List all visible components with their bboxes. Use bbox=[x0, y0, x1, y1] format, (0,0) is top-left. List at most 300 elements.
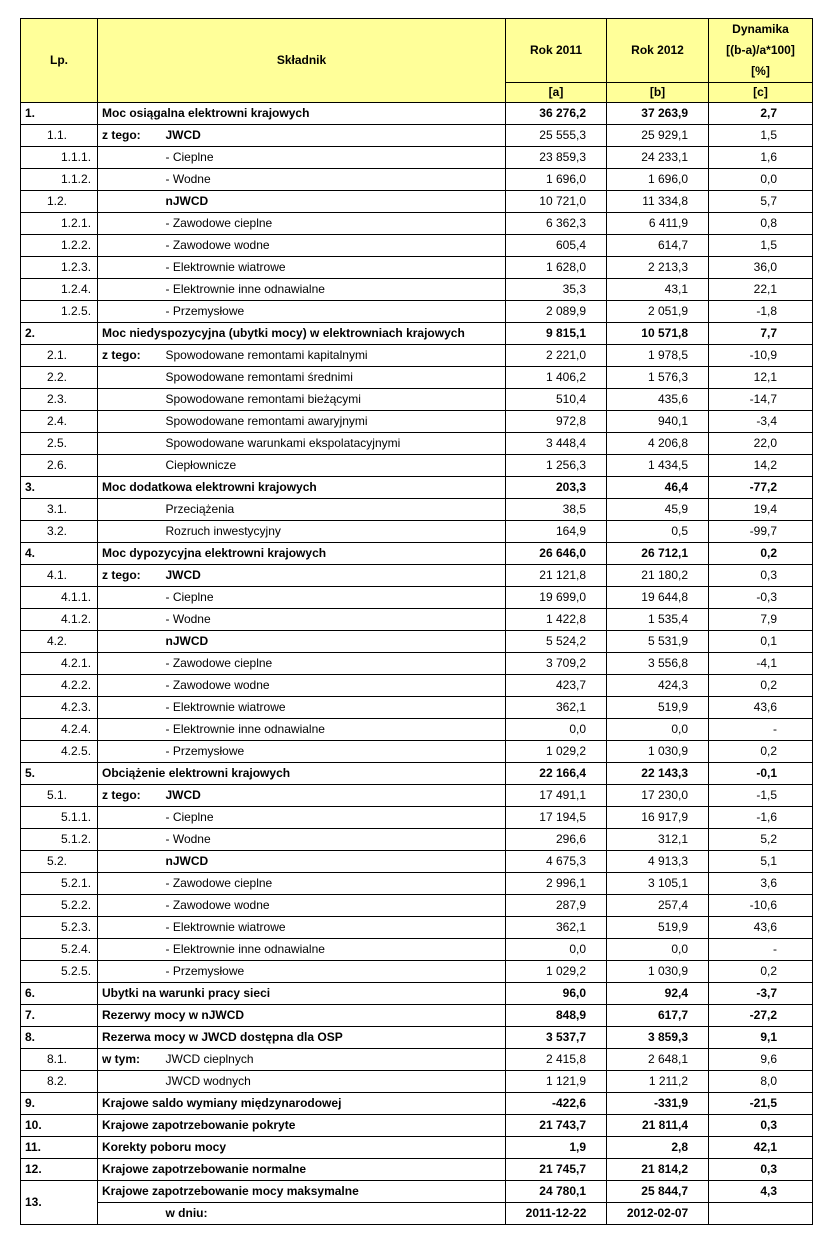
row-prefix bbox=[98, 675, 162, 697]
table-row bbox=[21, 917, 813, 939]
row-value-2012: 617,7 bbox=[607, 1005, 709, 1027]
row-dynamika: -99,7 bbox=[709, 521, 813, 543]
table-row bbox=[21, 235, 813, 257]
row-prefix bbox=[98, 939, 162, 961]
row-prefix bbox=[98, 697, 162, 719]
row-dynamika: 0,0 bbox=[709, 169, 813, 191]
row-dynamika: 0,2 bbox=[709, 741, 813, 763]
table-row bbox=[21, 455, 813, 477]
row-lp: 4.1. bbox=[21, 565, 98, 587]
row-value-2012: 5 531,9 bbox=[607, 631, 709, 653]
row-dynamika: -14,7 bbox=[709, 389, 813, 411]
row-lp: 4.2.1. bbox=[21, 653, 98, 675]
power-balance-table bbox=[20, 18, 813, 1225]
row-value-2012: 21 180,2 bbox=[607, 565, 709, 587]
row-value-2011: 22 166,4 bbox=[506, 763, 607, 785]
row-value-2012: 0,0 bbox=[607, 939, 709, 961]
row-prefix bbox=[98, 631, 162, 653]
row-value-2012: 21 814,2 bbox=[607, 1159, 709, 1181]
row-label: - Zawodowe cieplne bbox=[162, 653, 506, 675]
table-row bbox=[21, 257, 813, 279]
row-dynamika: 12,1 bbox=[709, 367, 813, 389]
row-value-2012: 3 105,1 bbox=[607, 873, 709, 895]
row-value-2011: 9 815,1 bbox=[506, 323, 607, 345]
row-value-2011: 2 996,1 bbox=[506, 873, 607, 895]
table-row bbox=[21, 323, 813, 345]
row-label: - Zawodowe wodne bbox=[162, 895, 506, 917]
row-lp: 4.2. bbox=[21, 631, 98, 653]
row-label: Obciążenie elektrowni krajowych bbox=[98, 763, 506, 785]
row-dynamika: 22,0 bbox=[709, 433, 813, 455]
row-value-2012: 424,3 bbox=[607, 675, 709, 697]
table-row bbox=[21, 367, 813, 389]
row-lp: 5.2.5. bbox=[21, 961, 98, 983]
row-value-2012: -331,9 bbox=[607, 1093, 709, 1115]
row-lp: 8.1. bbox=[21, 1049, 98, 1071]
row-lp: 1.1.2. bbox=[21, 169, 98, 191]
row-date-blank bbox=[98, 1203, 162, 1225]
row-label: Moc niedyspozycyjna (ubytki mocy) w elektrowniach krajowych bbox=[98, 323, 506, 345]
row-lp: 12. bbox=[21, 1159, 98, 1181]
row-lp: 4.1.1. bbox=[21, 587, 98, 609]
row-value-2011: 21 745,7 bbox=[506, 1159, 607, 1181]
table-row bbox=[21, 169, 813, 191]
row-prefix bbox=[98, 257, 162, 279]
header-rok-2012: Rok 2012 bbox=[607, 19, 709, 83]
row-dynamika: -0,1 bbox=[709, 763, 813, 785]
row-lp: 3.1. bbox=[21, 499, 98, 521]
row-prefix bbox=[98, 191, 162, 213]
header-col-b: [b] bbox=[607, 83, 709, 103]
row-value-2011: 6 362,3 bbox=[506, 213, 607, 235]
row-value-2012: 940,1 bbox=[607, 411, 709, 433]
row-label: Krajowe zapotrzebowanie pokryte bbox=[98, 1115, 506, 1137]
header-col-c: [c] bbox=[709, 83, 813, 103]
row-value-2012: 257,4 bbox=[607, 895, 709, 917]
row-value-2012: 16 917,9 bbox=[607, 807, 709, 829]
row-value-2011: 96,0 bbox=[506, 983, 607, 1005]
row-lp: 8. bbox=[21, 1027, 98, 1049]
row-dynamika: 0,3 bbox=[709, 565, 813, 587]
row-value-2012: 1 696,0 bbox=[607, 169, 709, 191]
row-label: JWCD wodnych bbox=[162, 1071, 506, 1093]
row-value-2012: 46,4 bbox=[607, 477, 709, 499]
row-lp: 1. bbox=[21, 103, 98, 125]
row-lp: 9. bbox=[21, 1093, 98, 1115]
row-prefix bbox=[98, 873, 162, 895]
row-lp: 2.4. bbox=[21, 411, 98, 433]
row-dynamika: 0,3 bbox=[709, 1115, 813, 1137]
row-dynamika: 0,3 bbox=[709, 1159, 813, 1181]
row-prefix bbox=[98, 653, 162, 675]
row-lp: 2.5. bbox=[21, 433, 98, 455]
row-value-2011: 4 675,3 bbox=[506, 851, 607, 873]
row-prefix bbox=[98, 741, 162, 763]
row-label: - Cieplne bbox=[162, 147, 506, 169]
row-value-2011: 2 221,0 bbox=[506, 345, 607, 367]
table-row bbox=[21, 939, 813, 961]
row-value-2011: 203,3 bbox=[506, 477, 607, 499]
row-value-2011: 510,4 bbox=[506, 389, 607, 411]
row-dynamika: 1,6 bbox=[709, 147, 813, 169]
row-value-2011: 21 743,7 bbox=[506, 1115, 607, 1137]
row-lp: 7. bbox=[21, 1005, 98, 1027]
row-value-2012: 1 030,9 bbox=[607, 741, 709, 763]
row-value-2011: 38,5 bbox=[506, 499, 607, 521]
row-dynamika: - bbox=[709, 939, 813, 961]
row-value-2012: 92,4 bbox=[607, 983, 709, 1005]
row-prefix bbox=[98, 301, 162, 323]
row-value-2012: 2 051,9 bbox=[607, 301, 709, 323]
row-value-2011: 25 555,3 bbox=[506, 125, 607, 147]
row-value-2011: 1 029,2 bbox=[506, 961, 607, 983]
table-row bbox=[21, 213, 813, 235]
table-row bbox=[21, 521, 813, 543]
row-prefix bbox=[98, 807, 162, 829]
table-row bbox=[21, 1071, 813, 1093]
row-dynamika: -4,1 bbox=[709, 653, 813, 675]
row-label: Ubytki na warunki pracy sieci bbox=[98, 983, 506, 1005]
row-value-2011: 0,0 bbox=[506, 939, 607, 961]
table-row bbox=[21, 675, 813, 697]
row-label: - Przemysłowe bbox=[162, 741, 506, 763]
row-value-2011: 21 121,8 bbox=[506, 565, 607, 587]
row-label: - Elektrownie inne odnawialne bbox=[162, 939, 506, 961]
row-value-2011: 1 121,9 bbox=[506, 1071, 607, 1093]
table-row bbox=[21, 829, 813, 851]
row-label: Moc dodatkowa elektrowni krajowych bbox=[98, 477, 506, 499]
row-dynamika: 9,1 bbox=[709, 1027, 813, 1049]
row-label: - Zawodowe wodne bbox=[162, 235, 506, 257]
row-prefix bbox=[98, 851, 162, 873]
row-value-2011: 17 491,1 bbox=[506, 785, 607, 807]
row-prefix: z tego: bbox=[98, 125, 162, 147]
row-value-2012: 0,0 bbox=[607, 719, 709, 741]
row-lp: 5.2.3. bbox=[21, 917, 98, 939]
row-lp: 1.2. bbox=[21, 191, 98, 213]
row-value-2012: 3 556,8 bbox=[607, 653, 709, 675]
table-row bbox=[21, 147, 813, 169]
row-value-2011: 848,9 bbox=[506, 1005, 607, 1027]
row-prefix bbox=[98, 389, 162, 411]
table-row bbox=[21, 279, 813, 301]
row-value-2012: 22 143,3 bbox=[607, 763, 709, 785]
row-date-dynamika-blank bbox=[709, 1203, 813, 1225]
row-dynamika: 14,2 bbox=[709, 455, 813, 477]
table-row bbox=[21, 873, 813, 895]
row-prefix bbox=[98, 433, 162, 455]
row-prefix: z tego: bbox=[98, 565, 162, 587]
row-label: Spowodowane remontami awaryjnymi bbox=[162, 411, 506, 433]
row-value-2011: 19 699,0 bbox=[506, 587, 607, 609]
table-row bbox=[21, 103, 813, 125]
row-date-2012: 2012-02-07 bbox=[607, 1203, 709, 1225]
row-value-2012: 2 213,3 bbox=[607, 257, 709, 279]
row-lp: 1.2.2. bbox=[21, 235, 98, 257]
row-value-2012: 1 434,5 bbox=[607, 455, 709, 477]
table-row bbox=[21, 653, 813, 675]
row-dynamika: 0,2 bbox=[709, 961, 813, 983]
table-row bbox=[21, 411, 813, 433]
table-row bbox=[21, 631, 813, 653]
table-row bbox=[21, 1159, 813, 1181]
row-value-2012: 1 978,5 bbox=[607, 345, 709, 367]
row-dynamika: 9,6 bbox=[709, 1049, 813, 1071]
header-rok-2011: Rok 2011 bbox=[506, 19, 607, 83]
row-value-2012: 2,8 bbox=[607, 1137, 709, 1159]
row-label: - Cieplne bbox=[162, 807, 506, 829]
table-row bbox=[21, 741, 813, 763]
row-label: Krajowe zapotrzebowanie mocy maksymalne bbox=[98, 1181, 506, 1203]
table-row bbox=[21, 851, 813, 873]
table-row bbox=[21, 433, 813, 455]
row-label: - Elektrownie wiatrowe bbox=[162, 697, 506, 719]
row-lp: 1.1.1. bbox=[21, 147, 98, 169]
row-dynamika: - bbox=[709, 719, 813, 741]
row-dynamika: -27,2 bbox=[709, 1005, 813, 1027]
row-label: - Przemysłowe bbox=[162, 961, 506, 983]
row-label: - Elektrownie inne odnawialne bbox=[162, 279, 506, 301]
header-skladnik: Składnik bbox=[98, 19, 506, 103]
header-dynamika-line2: [(b-a)/a*100] bbox=[726, 43, 795, 57]
row-lp: 2.1. bbox=[21, 345, 98, 367]
row-value-2011: -422,6 bbox=[506, 1093, 607, 1115]
row-prefix bbox=[98, 367, 162, 389]
row-date-2011: 2011-12-22 bbox=[506, 1203, 607, 1225]
row-lp: 5.2.2. bbox=[21, 895, 98, 917]
row-label: - Elektrownie inne odnawialne bbox=[162, 719, 506, 741]
table-row bbox=[21, 477, 813, 499]
row-value-2012: 1 535,4 bbox=[607, 609, 709, 631]
row-label: Przeciążenia bbox=[162, 499, 506, 521]
row-lp: 4.2.2. bbox=[21, 675, 98, 697]
table-row bbox=[21, 565, 813, 587]
table-row bbox=[21, 301, 813, 323]
header-dynamika-line3: [%] bbox=[751, 64, 770, 78]
row-dynamika: -0,3 bbox=[709, 587, 813, 609]
table-row bbox=[21, 191, 813, 213]
table-row bbox=[21, 1115, 813, 1137]
row-prefix bbox=[98, 235, 162, 257]
row-prefix bbox=[98, 1071, 162, 1093]
row-label: - Wodne bbox=[162, 169, 506, 191]
table-row bbox=[21, 697, 813, 719]
table-row bbox=[21, 499, 813, 521]
row-label: Moc osiągalna elektrowni krajowych bbox=[98, 103, 506, 125]
row-prefix bbox=[98, 499, 162, 521]
row-value-2012: 312,1 bbox=[607, 829, 709, 851]
row-value-2011: 164,9 bbox=[506, 521, 607, 543]
row-value-2012: 0,5 bbox=[607, 521, 709, 543]
row-lp: 1.2.3. bbox=[21, 257, 98, 279]
row-prefix bbox=[98, 521, 162, 543]
row-lp: 4.2.5. bbox=[21, 741, 98, 763]
row-prefix bbox=[98, 411, 162, 433]
row-dynamika: -1,8 bbox=[709, 301, 813, 323]
table-row bbox=[21, 785, 813, 807]
row-dynamika: 7,9 bbox=[709, 609, 813, 631]
row-value-2012: 43,1 bbox=[607, 279, 709, 301]
row-value-2012: 3 859,3 bbox=[607, 1027, 709, 1049]
table-row bbox=[21, 719, 813, 741]
row-label: - Elektrownie wiatrowe bbox=[162, 917, 506, 939]
row-value-2011: 17 194,5 bbox=[506, 807, 607, 829]
row-dynamika: 5,1 bbox=[709, 851, 813, 873]
header-dynamika bbox=[709, 19, 813, 83]
row-value-2011: 24 780,1 bbox=[506, 1181, 607, 1203]
row-value-2012: 11 334,8 bbox=[607, 191, 709, 213]
row-value-2012: 26 712,1 bbox=[607, 543, 709, 565]
row-lp: 1.1. bbox=[21, 125, 98, 147]
row-dynamika: 43,6 bbox=[709, 917, 813, 939]
row-value-2011: 10 721,0 bbox=[506, 191, 607, 213]
row-value-2012: 4 206,8 bbox=[607, 433, 709, 455]
row-value-2012: 4 913,3 bbox=[607, 851, 709, 873]
row-label: JWCD bbox=[162, 785, 506, 807]
row-value-2012: 24 233,1 bbox=[607, 147, 709, 169]
row-value-2011: 26 646,0 bbox=[506, 543, 607, 565]
row-value-2012: 19 644,8 bbox=[607, 587, 709, 609]
row-dynamika: 42,1 bbox=[709, 1137, 813, 1159]
row-value-2012: 1 211,2 bbox=[607, 1071, 709, 1093]
row-lp: 11. bbox=[21, 1137, 98, 1159]
row-lp: 4.2.4. bbox=[21, 719, 98, 741]
row-label: Ciepłownicze bbox=[162, 455, 506, 477]
row-value-2011: 2 415,8 bbox=[506, 1049, 607, 1071]
row-value-2012: 17 230,0 bbox=[607, 785, 709, 807]
row-label: Krajowe saldo wymiany międzynarodowej bbox=[98, 1093, 506, 1115]
table-body bbox=[21, 103, 813, 1225]
row-value-2011: 423,7 bbox=[506, 675, 607, 697]
row-dynamika: 22,1 bbox=[709, 279, 813, 301]
row-prefix bbox=[98, 213, 162, 235]
row-value-2011: 605,4 bbox=[506, 235, 607, 257]
row-label: Spowodowane remontami bieżącymi bbox=[162, 389, 506, 411]
row-lp: 3.2. bbox=[21, 521, 98, 543]
row-value-2012: 37 263,9 bbox=[607, 103, 709, 125]
row-value-2012: 1 576,3 bbox=[607, 367, 709, 389]
row-prefix bbox=[98, 961, 162, 983]
row-dynamika: 8,0 bbox=[709, 1071, 813, 1093]
row-value-2011: 1 256,3 bbox=[506, 455, 607, 477]
table-row bbox=[21, 389, 813, 411]
row-value-2012: 519,9 bbox=[607, 697, 709, 719]
row-dynamika: 5,7 bbox=[709, 191, 813, 213]
row-value-2011: 1 628,0 bbox=[506, 257, 607, 279]
row-dynamika: -3,7 bbox=[709, 983, 813, 1005]
row-dynamika: -10,9 bbox=[709, 345, 813, 367]
table-row bbox=[21, 609, 813, 631]
row-value-2012: 1 030,9 bbox=[607, 961, 709, 983]
row-lp: 5.2.1. bbox=[21, 873, 98, 895]
row-value-2011: 1 422,8 bbox=[506, 609, 607, 631]
row-value-2011: 362,1 bbox=[506, 917, 607, 939]
row-lp: 1.2.4. bbox=[21, 279, 98, 301]
row-label: - Cieplne bbox=[162, 587, 506, 609]
row-label: Rezerwa mocy w JWCD dostępna dla OSP bbox=[98, 1027, 506, 1049]
row-label: - Zawodowe cieplne bbox=[162, 873, 506, 895]
row-prefix bbox=[98, 829, 162, 851]
row-lp: 2.6. bbox=[21, 455, 98, 477]
row-value-2012: 614,7 bbox=[607, 235, 709, 257]
row-value-2012: 519,9 bbox=[607, 917, 709, 939]
row-value-2011: 1 029,2 bbox=[506, 741, 607, 763]
table-row bbox=[21, 345, 813, 367]
row-date-label: w dniu: bbox=[162, 1203, 506, 1225]
row-dynamika: -10,6 bbox=[709, 895, 813, 917]
row-value-2011: 296,6 bbox=[506, 829, 607, 851]
table-row bbox=[21, 1181, 813, 1203]
row-value-2011: 972,8 bbox=[506, 411, 607, 433]
row-dynamika: 5,2 bbox=[709, 829, 813, 851]
row-value-2011: 1,9 bbox=[506, 1137, 607, 1159]
row-value-2011: 5 524,2 bbox=[506, 631, 607, 653]
row-dynamika: 1,5 bbox=[709, 125, 813, 147]
row-lp: 3. bbox=[21, 477, 98, 499]
row-lp: 1.2.5. bbox=[21, 301, 98, 323]
table-row bbox=[21, 125, 813, 147]
row-dynamika: -1,6 bbox=[709, 807, 813, 829]
table-row bbox=[21, 983, 813, 1005]
header-dynamika-line1: Dynamika bbox=[732, 22, 789, 36]
table-row-date bbox=[21, 1203, 813, 1225]
row-value-2012: 25 844,7 bbox=[607, 1181, 709, 1203]
row-value-2011: 3 448,4 bbox=[506, 433, 607, 455]
row-prefix bbox=[98, 609, 162, 631]
row-dynamika: -1,5 bbox=[709, 785, 813, 807]
row-value-2012: 21 811,4 bbox=[607, 1115, 709, 1137]
row-label: nJWCD bbox=[162, 851, 506, 873]
table-row bbox=[21, 543, 813, 565]
row-lp: 4.1.2. bbox=[21, 609, 98, 631]
row-dynamika: -77,2 bbox=[709, 477, 813, 499]
row-value-2011: 35,3 bbox=[506, 279, 607, 301]
row-dynamika: 7,7 bbox=[709, 323, 813, 345]
row-prefix bbox=[98, 279, 162, 301]
row-value-2011: 23 859,3 bbox=[506, 147, 607, 169]
table-row bbox=[21, 807, 813, 829]
row-dynamika: 36,0 bbox=[709, 257, 813, 279]
row-lp: 5.1.2. bbox=[21, 829, 98, 851]
table-row bbox=[21, 1137, 813, 1159]
row-label: Spowodowane warunkami ekspolatacyjnymi bbox=[162, 433, 506, 455]
row-dynamika: 0,2 bbox=[709, 543, 813, 565]
row-label: - Wodne bbox=[162, 829, 506, 851]
row-lp: 5.2.4. bbox=[21, 939, 98, 961]
row-label: Spowodowane remontami kapitalnymi bbox=[162, 345, 506, 367]
row-lp: 1.2.1. bbox=[21, 213, 98, 235]
row-prefix bbox=[98, 587, 162, 609]
row-dynamika: 0,1 bbox=[709, 631, 813, 653]
row-dynamika: 2,7 bbox=[709, 103, 813, 125]
row-dynamika: 3,6 bbox=[709, 873, 813, 895]
row-prefix bbox=[98, 719, 162, 741]
row-lp: 4. bbox=[21, 543, 98, 565]
row-value-2011: 1 406,2 bbox=[506, 367, 607, 389]
header-lp: Lp. bbox=[21, 19, 98, 103]
row-label: - Przemysłowe bbox=[162, 301, 506, 323]
row-value-2011: 1 696,0 bbox=[506, 169, 607, 191]
table-row bbox=[21, 1027, 813, 1049]
row-lp: 2.3. bbox=[21, 389, 98, 411]
row-lp: 2.2. bbox=[21, 367, 98, 389]
row-value-2012: 45,9 bbox=[607, 499, 709, 521]
row-value-2011: 0,0 bbox=[506, 719, 607, 741]
row-label: Rozruch inwestycyjny bbox=[162, 521, 506, 543]
row-label: nJWCD bbox=[162, 631, 506, 653]
row-label: nJWCD bbox=[162, 191, 506, 213]
row-label: Rezerwy mocy w nJWCD bbox=[98, 1005, 506, 1027]
